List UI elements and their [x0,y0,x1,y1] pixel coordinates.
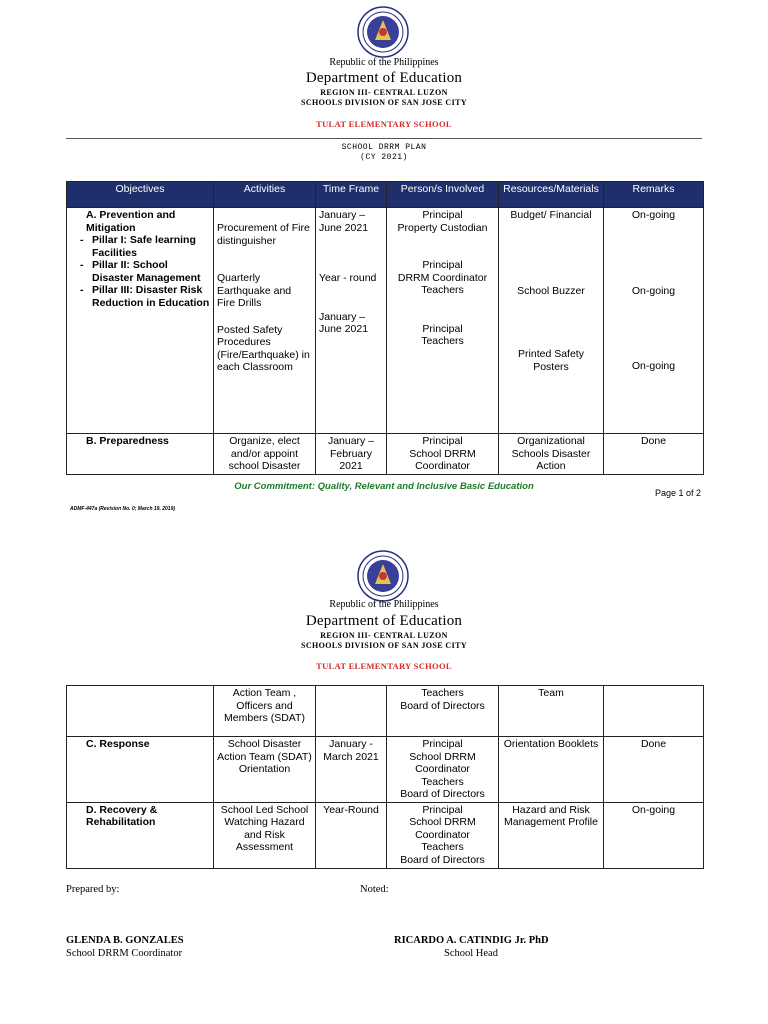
preparer-name-text: GLENDA B. GONZALES [66,935,184,946]
school-name: TULAT ELEMENTARY SCHOOL [316,661,452,671]
table-row [67,737,704,803]
time-item: January – February 2021 [316,434,387,475]
deped-seal-icon [357,6,409,58]
department-name: Department of Education [305,70,463,86]
resource-item: Hazard and Risk Management Profile [499,802,604,868]
objective-a: A. Prevention and Mitigation [86,209,176,234]
time-item: Year-Round [316,802,387,868]
col-remarks: Remarks [604,182,704,208]
head-title: School Head [444,948,498,959]
persons-item: Principal DRRM Coordinator Teachers [397,259,488,296]
drrm-table-page2 [66,685,704,869]
time-cell [316,208,387,434]
resource-item: Budget/ Financial [510,209,592,221]
noted-label: Noted: [360,884,389,895]
time-item: January – June 2021 [319,310,369,335]
preparer-title: School DRRM Coordinator [66,948,183,959]
table-row [67,208,704,434]
persons-item: Principal School DRRM Coordinator [387,434,499,475]
persons-cell [387,208,499,434]
objective-cell [67,208,214,434]
pillar-item: - Pillar III: Disaster Risk Reduction in Education [92,284,210,309]
persons-item: Principal Teachers [421,322,464,347]
time-item: January – June 2021 [319,209,369,234]
objective-d: D. Recovery & Rehabilitation [67,802,214,868]
activity-item: Posted Safety Procedures (Fire/Earthquake) in each Classroom [217,323,310,373]
republic-line: Republic of the Philippines [329,599,439,610]
remark-item: Done [604,434,704,475]
region-line: REGION III- CENTRAL LUZON [320,631,448,640]
commitment-tagline: Our Commitment: Quality, Relevant and Inclusive Basic Education [234,481,534,492]
resource-item: Printed Safety Posters [518,348,584,373]
pillar-list [70,234,210,309]
head-name-text: RICARDO A. CATINDIG Jr. PhD [394,935,549,946]
activity-item: Procurement of Fire distinguisher [217,222,310,247]
activity-item: Organize, elect and/or appoint school Disaster [214,434,316,475]
document-reference: ADMF-447a (Revision No. 0; March 19, 2019) [70,506,176,512]
resource-item: Orientation Booklets [499,737,604,803]
remark-item: On-going [604,802,704,868]
plan-title: SCHOOL DRRM PLAN [341,143,427,152]
remark-item: On-going [631,284,676,297]
resource-item: School Buzzer [517,284,585,297]
table-row [67,686,704,737]
persons-item: Principal School DRRM Coordinator Teachers Board of Directors [387,737,499,803]
remark-item: On-going [631,209,676,221]
activity-item: Action Team , Officers and Members (SDAT) [214,686,316,737]
deped-seal-icon [357,550,409,602]
time-cell [316,686,387,737]
activity-item: School Led School Watching Hazard and Risk Assessment [214,802,316,868]
table-row [67,802,704,868]
col-activities: Activities [214,182,316,208]
remark-item: Done [604,737,704,803]
remarks-cell [604,686,704,737]
department-name: Department of Education [305,613,463,629]
resource-item: Team [499,686,604,737]
prepared-label: Prepared by: [66,884,120,895]
persons-item: Principal School DRRM Coordinator Teachers Board of Directors [387,802,499,868]
school-name: TULAT ELEMENTARY SCHOOL [316,119,452,129]
persons-item: Principal Property Custodian [397,209,488,234]
division-line: SCHOOLS DIVISION OF SAN JOSE CITY [300,98,468,107]
page-number: Page 1 of 2 [655,488,702,498]
header-divider [66,138,702,139]
table-row [67,434,704,475]
col-time-frame: Time Frame [316,182,387,208]
republic-line: Republic of the Philippines [329,57,439,68]
time-item: Year - round [319,272,377,284]
activity-item: School Disaster Action Team (SDAT) Orientation [214,737,316,803]
pillar-item: - Pillar I: Safe learning Facilities [92,234,210,259]
preparer-name [66,935,184,946]
resources-cell [499,208,604,434]
page-2 [0,544,768,1024]
objective-c: C. Response [67,737,214,803]
remark-item: On-going [631,360,676,372]
time-item: January - March 2021 [316,737,387,803]
objective-b: B. Preparedness [67,434,214,475]
division-line: SCHOOLS DIVISION OF SAN JOSE CITY [300,641,468,650]
pillar-item: - Pillar II: School Disaster Management [92,259,210,284]
col-persons: Person/s Involved [387,182,499,208]
table-header-row [67,182,704,208]
remarks-cell [604,208,704,434]
region-line: REGION III- CENTRAL LUZON [320,88,448,97]
col-objectives: Objectives [67,182,214,208]
plan-year: (CY 2021) [360,153,408,162]
head-name [394,935,549,946]
col-resources: Resources/Materials [499,182,604,208]
drrm-table-page1 [66,181,704,475]
persons-item: Teachers Board of Directors [387,686,499,737]
activities-cell [214,208,316,434]
resource-item: Organizational Schools Disaster Action [499,434,604,475]
objective-cell [67,686,214,737]
activity-item: Quarterly Earthquake and Fire Drills [217,272,292,309]
